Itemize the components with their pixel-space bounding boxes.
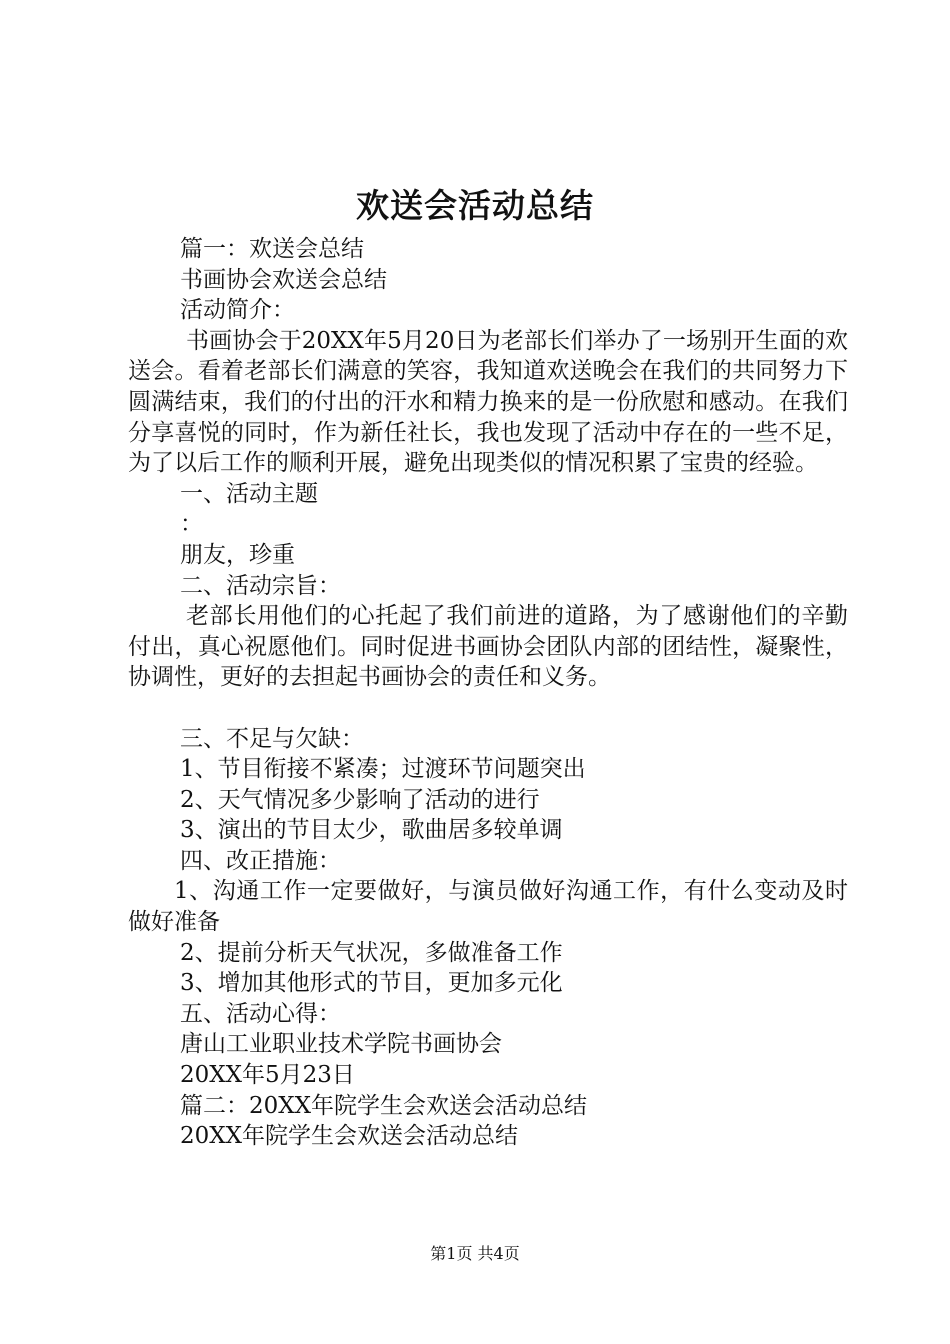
list-item: 2、天气情况多少影响了活动的进行 [180,786,540,813]
list-item: 1、节目衔接不紧凑；过渡环节问题突出 [180,756,586,783]
subtitle: 20XX年院学生会欢送会活动总结 [180,1123,519,1150]
list-item: 3、演出的节目太少，歌曲居多较单调 [180,817,563,844]
list-item: 2、提前分析天气状况，多做准备工作 [180,939,563,966]
page-footer: 第1页 共4页 [430,1244,520,1263]
paragraph: 老部长用他们的心托起了我们前进的道路，为了感谢他们的辛勤付出，真心祝愿他们。同时促进书画协会团队内部的团结性，凝聚性，协调性，更好的去担起书画协会的责任和义务。 [128,603,848,691]
document-title: 欢送会活动总结 [356,186,594,225]
section-heading: 篇二：20XX年院学生会欢送会活动总结 [180,1092,588,1119]
list-item: 1、沟通工作一定要做好，与演员做好沟通工作，有什么变动及时做好准备 [128,878,848,936]
section-heading: 活动简介： [180,297,295,324]
text-line: 朋友，珍重 [180,541,295,568]
section-heading: 三、不足与欠缺： [180,725,364,752]
blank-line [128,693,848,724]
paragraph: 书画协会于20XX年5月20日为老部长们举办了一场别开生面的欢送会。看着老部长们满意的笑容，我知道欢送晚会在我们的共同努力下圆满结束，我们的付出的汗水和精力换来的是一份欣慰和感动。在我们分享喜悦的同时，作为新任社长，我也发现了活动中存在的一些不足，为了以后工作的顺利开展，避免出现类似的情况积累了宝贵的经验。 [128,327,848,477]
section-heading: 二、活动宗旨： [180,572,341,599]
section-heading: 五、活动心得： [180,1000,341,1027]
list-item: 3、增加其他形式的节目，更加多元化 [180,970,563,997]
section-heading: 四、改正措施： [180,847,341,874]
signature-date: 20XX年5月23日 [180,1062,355,1089]
section-heading: 篇一：欢送会总结 [180,236,364,262]
subtitle: 书画协会欢送会总结 [180,266,387,293]
signature-org: 唐山工业职业技术学院书画协会 [180,1031,502,1058]
section-heading: 一、活动主题 [180,480,318,507]
document-body [128,234,848,1152]
text-line: ： [180,511,203,538]
